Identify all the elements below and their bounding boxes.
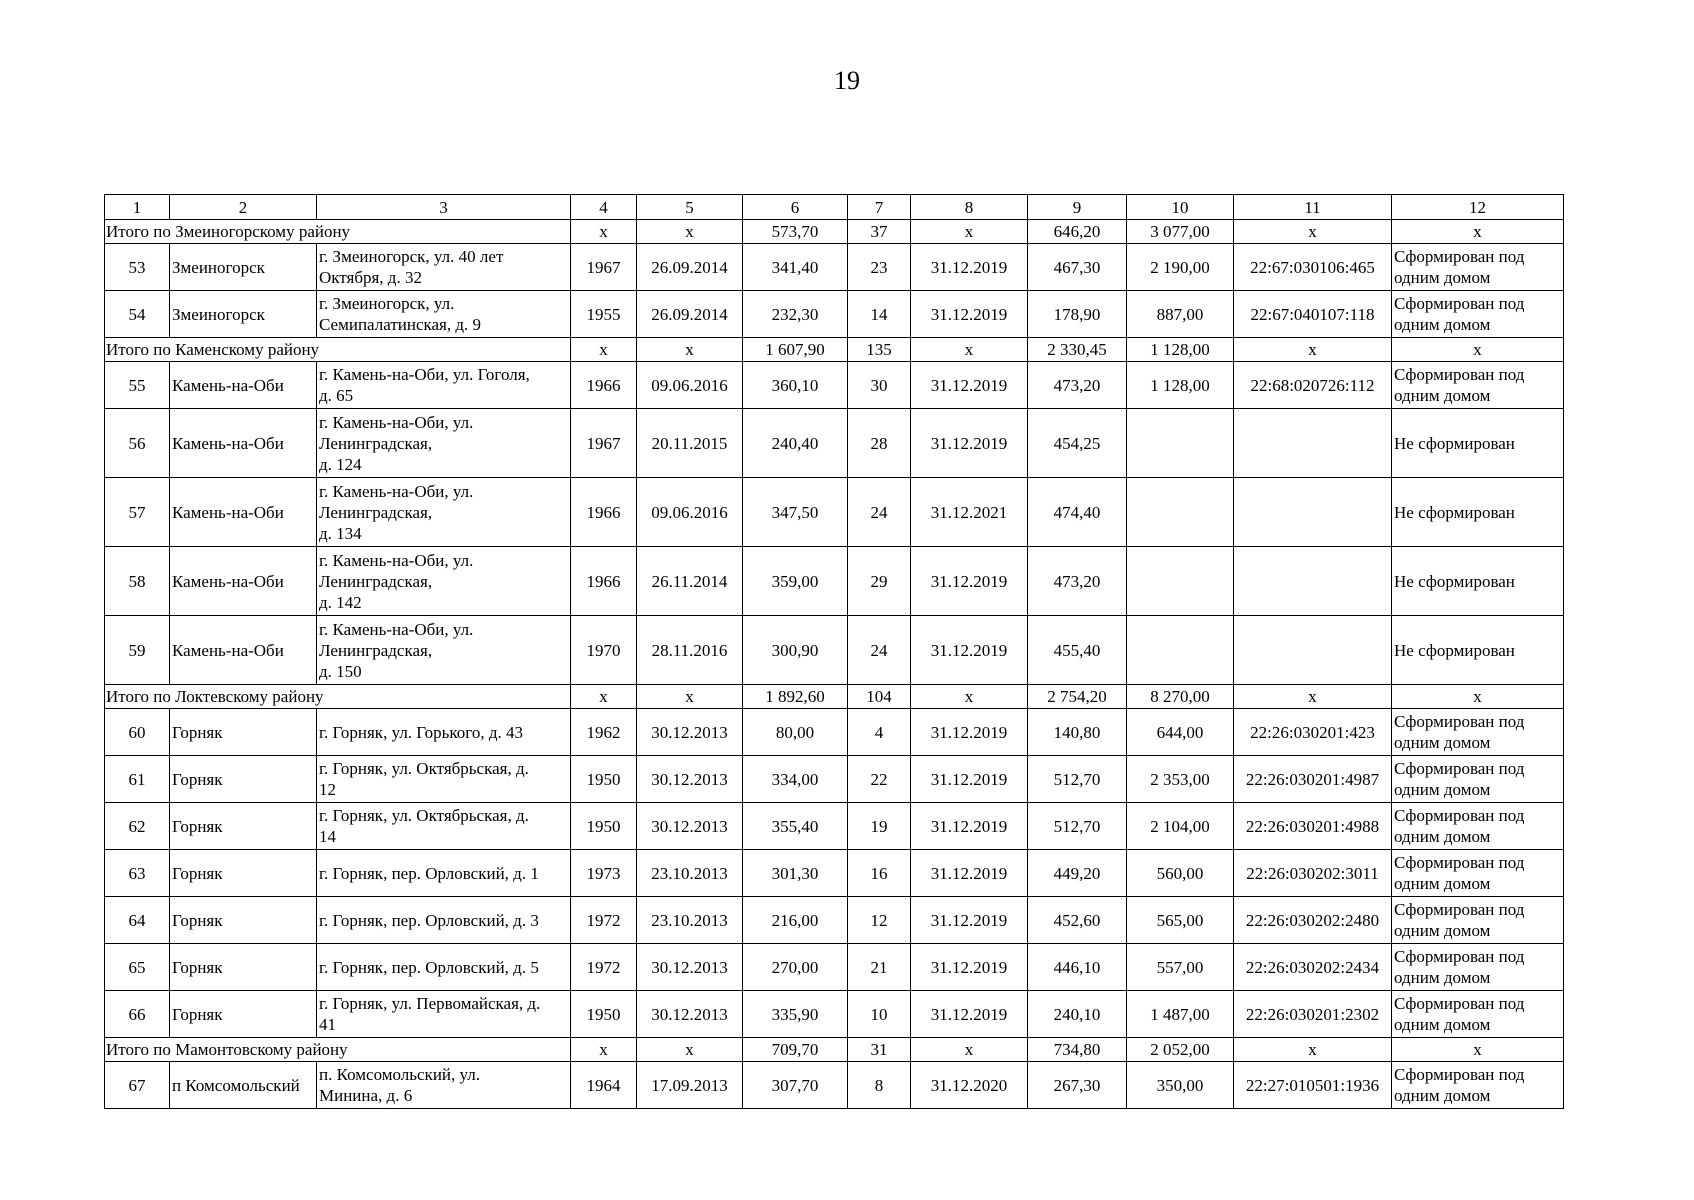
resettlement-deadline: 31.12.2019 [911,616,1028,685]
total-people: 104 [848,685,911,709]
recognition-date: 09.06.2016 [637,478,743,547]
address: г. Горняк, пер. Орловский, д. 1 [317,850,571,897]
plot-status: Сформирован под одним домом [1392,850,1564,897]
table-row [105,478,1564,547]
residents-count: 19 [848,803,911,850]
address: г. Камень-на-Оби, ул. Гоголя, д. 65 [317,362,571,409]
address: п. Комсомольский, ул. Минина, д. 6 [317,1062,571,1109]
land-area: 512,70 [1028,756,1127,803]
recognition-date: 26.11.2014 [637,547,743,616]
table-row [105,362,1564,409]
build-year: 1950 [571,803,637,850]
settlement: Змеиногорск [170,244,317,291]
residents-count: 21 [848,944,911,991]
table-row [105,897,1564,944]
col-header: 1 [105,195,170,220]
plot-area [1127,616,1234,685]
living-area: 307,70 [743,1062,848,1109]
living-area: 360,10 [743,362,848,409]
recognition-date: 30.12.2013 [637,756,743,803]
table-row [105,991,1564,1038]
plot-area: 560,00 [1127,850,1234,897]
plot-status: Сформирован под одним домом [1392,803,1564,850]
row-number: 58 [105,547,170,616]
total-deadline: х [911,220,1028,244]
land-area: 449,20 [1028,850,1127,897]
plot-status: Сформирован под одним домом [1392,362,1564,409]
settlement: Горняк [170,850,317,897]
table-row [105,1062,1564,1109]
total-col10: 1 128,00 [1127,338,1234,362]
settlement: Камень-на-Оби [170,547,317,616]
plot-status: Сформирован под одним домом [1392,991,1564,1038]
living-area: 300,90 [743,616,848,685]
district-total-row [105,685,1564,709]
row-number: 65 [105,944,170,991]
land-area: 240,10 [1028,991,1127,1038]
settlement: Горняк [170,803,317,850]
build-year: 1972 [571,944,637,991]
build-year: 1962 [571,709,637,756]
living-area: 80,00 [743,709,848,756]
build-year: 1973 [571,850,637,897]
total-note: х [1392,338,1564,362]
plot-area [1127,409,1234,478]
col-header: 7 [848,195,911,220]
total-col9: 2 754,20 [1028,685,1127,709]
resettlement-deadline: 31.12.2019 [911,291,1028,338]
column-number-row [105,195,1564,220]
table-row [105,756,1564,803]
build-year: 1972 [571,897,637,944]
resettlement-deadline: 31.12.2019 [911,897,1028,944]
total-note: х [1392,685,1564,709]
land-area: 267,30 [1028,1062,1127,1109]
residents-count: 22 [848,756,911,803]
table-row [105,244,1564,291]
plot-status: Не сформирован [1392,616,1564,685]
land-area: 473,20 [1028,547,1127,616]
row-number: 57 [105,478,170,547]
total-note: х [1392,1038,1564,1062]
cadastral-number: 22:26:030201:423 [1234,709,1392,756]
land-area: 446,10 [1028,944,1127,991]
residents-count: 23 [848,244,911,291]
table-body [105,195,1564,1109]
col-header: 3 [317,195,571,220]
district-total-row [105,338,1564,362]
resettlement-deadline: 31.12.2021 [911,478,1028,547]
table-row [105,291,1564,338]
residents-count: 29 [848,547,911,616]
cadastral-number: 22:68:020726:112 [1234,362,1392,409]
address: г. Горняк, ул. Горького, д. 43 [317,709,571,756]
total-date: х [637,1038,743,1062]
residents-count: 10 [848,991,911,1038]
total-deadline: х [911,1038,1028,1062]
recognition-date: 20.11.2015 [637,409,743,478]
total-year: х [571,220,637,244]
recognition-date: 23.10.2013 [637,897,743,944]
district-total-row [105,220,1564,244]
total-year: х [571,1038,637,1062]
address: г. Камень-на-Оби, ул. Ленинградская, д. 150 [317,616,571,685]
cadastral-number [1234,478,1392,547]
settlement: Горняк [170,897,317,944]
total-note: х [1392,220,1564,244]
total-date: х [637,685,743,709]
plot-area: 2 104,00 [1127,803,1234,850]
plot-status: Не сформирован [1392,478,1564,547]
settlement: Горняк [170,991,317,1038]
plot-status: Не сформирован [1392,547,1564,616]
plot-status: Сформирован под одним домом [1392,897,1564,944]
col-header: 4 [571,195,637,220]
cadastral-number [1234,547,1392,616]
plot-area [1127,478,1234,547]
col-header: 5 [637,195,743,220]
resettlement-deadline: 31.12.2019 [911,409,1028,478]
total-col10: 2 052,00 [1127,1038,1234,1062]
district-total-label: Итого по Змеиногорскому району [105,220,571,244]
cadastral-number [1234,409,1392,478]
total-cadastral: х [1234,1038,1392,1062]
plot-status: Сформирован под одним домом [1392,944,1564,991]
residents-count: 8 [848,1062,911,1109]
living-area: 359,00 [743,547,848,616]
total-cadastral: х [1234,338,1392,362]
total-year: х [571,685,637,709]
cadastral-number: 22:26:030201:4988 [1234,803,1392,850]
residents-count: 14 [848,291,911,338]
build-year: 1970 [571,616,637,685]
resettlement-deadline: 31.12.2019 [911,547,1028,616]
cadastral-number: 22:67:030106:465 [1234,244,1392,291]
page-number: 19 [834,66,860,95]
land-area: 473,20 [1028,362,1127,409]
plot-area: 565,00 [1127,897,1234,944]
recognition-date: 26.09.2014 [637,291,743,338]
row-number: 62 [105,803,170,850]
total-col9: 646,20 [1028,220,1127,244]
living-area: 301,30 [743,850,848,897]
address: г. Горняк, ул. Октябрьская, д. 12 [317,756,571,803]
total-col10: 3 077,00 [1127,220,1234,244]
col-header: 9 [1028,195,1127,220]
plot-status: Сформирован под одним домом [1392,291,1564,338]
col-header: 12 [1392,195,1564,220]
total-year: х [571,338,637,362]
resettlement-deadline: 31.12.2019 [911,709,1028,756]
land-area: 455,40 [1028,616,1127,685]
build-year: 1964 [571,1062,637,1109]
plot-area: 1 487,00 [1127,991,1234,1038]
address: г. Камень-на-Оби, ул. Ленинградская, д. 124 [317,409,571,478]
district-total-label: Итого по Каменскому району [105,338,571,362]
address: г. Змеиногорск, ул. Семипалатинская, д. 9 [317,291,571,338]
recognition-date: 09.06.2016 [637,362,743,409]
living-area: 270,00 [743,944,848,991]
table-row [105,616,1564,685]
recognition-date: 26.09.2014 [637,244,743,291]
settlement: Горняк [170,756,317,803]
recognition-date: 30.12.2013 [637,944,743,991]
total-area: 1 892,60 [743,685,848,709]
cadastral-number: 22:26:030201:4987 [1234,756,1392,803]
row-number: 55 [105,362,170,409]
residents-count: 28 [848,409,911,478]
settlement: Камень-на-Оби [170,362,317,409]
recognition-date: 30.12.2013 [637,709,743,756]
district-total-row [105,1038,1564,1062]
total-cadastral: х [1234,685,1392,709]
living-area: 355,40 [743,803,848,850]
build-year: 1950 [571,991,637,1038]
resettlement-deadline: 31.12.2019 [911,991,1028,1038]
row-number: 64 [105,897,170,944]
table-row [105,409,1564,478]
total-area: 709,70 [743,1038,848,1062]
settlement: Горняк [170,709,317,756]
total-deadline: х [911,338,1028,362]
housing-registry-table [104,194,1564,1109]
address: г. Змеиногорск, ул. 40 лет Октября, д. 32 [317,244,571,291]
plot-status: Сформирован под одним домом [1392,709,1564,756]
residents-count: 12 [848,897,911,944]
cadastral-number [1234,616,1392,685]
table-row [105,803,1564,850]
plot-area: 644,00 [1127,709,1234,756]
address: г. Горняк, ул. Октябрьская, д. 14 [317,803,571,850]
land-area: 140,80 [1028,709,1127,756]
table-row [105,944,1564,991]
total-cadastral: х [1234,220,1392,244]
living-area: 216,00 [743,897,848,944]
address: г. Камень-на-Оби, ул. Ленинградская, д. 134 [317,478,571,547]
plot-status: Сформирован под одним домом [1392,1062,1564,1109]
residents-count: 16 [848,850,911,897]
address: г. Горняк, пер. Орловский, д. 5 [317,944,571,991]
residents-count: 4 [848,709,911,756]
total-people: 31 [848,1038,911,1062]
land-area: 452,60 [1028,897,1127,944]
build-year: 1966 [571,478,637,547]
recognition-date: 17.09.2013 [637,1062,743,1109]
total-col9: 2 330,45 [1028,338,1127,362]
total-people: 135 [848,338,911,362]
total-people: 37 [848,220,911,244]
row-number: 60 [105,709,170,756]
settlement: Камень-на-Оби [170,409,317,478]
table-row [105,547,1564,616]
col-header: 2 [170,195,317,220]
recognition-date: 23.10.2013 [637,850,743,897]
total-area: 1 607,90 [743,338,848,362]
table-row [105,850,1564,897]
row-number: 53 [105,244,170,291]
cadastral-number: 22:27:010501:1936 [1234,1062,1392,1109]
plot-area [1127,547,1234,616]
col-header: 6 [743,195,848,220]
settlement: Змеиногорск [170,291,317,338]
resettlement-deadline: 31.12.2019 [911,244,1028,291]
total-col10: 8 270,00 [1127,685,1234,709]
build-year: 1967 [571,244,637,291]
col-header: 10 [1127,195,1234,220]
living-area: 335,90 [743,991,848,1038]
settlement: Камень-на-Оби [170,616,317,685]
living-area: 240,40 [743,409,848,478]
living-area: 334,00 [743,756,848,803]
build-year: 1967 [571,409,637,478]
recognition-date: 30.12.2013 [637,991,743,1038]
row-number: 63 [105,850,170,897]
table-row [105,709,1564,756]
plot-area: 350,00 [1127,1062,1234,1109]
resettlement-deadline: 31.12.2019 [911,362,1028,409]
address: г. Камень-на-Оби, ул. Ленинградская, д. 142 [317,547,571,616]
cadastral-number: 22:26:030202:2434 [1234,944,1392,991]
resettlement-deadline: 31.12.2019 [911,756,1028,803]
total-deadline: х [911,685,1028,709]
cadastral-number: 22:67:040107:118 [1234,291,1392,338]
resettlement-deadline: 31.12.2019 [911,803,1028,850]
row-number: 61 [105,756,170,803]
plot-area: 887,00 [1127,291,1234,338]
total-date: х [637,338,743,362]
address: г. Горняк, пер. Орловский, д. 3 [317,897,571,944]
land-area: 467,30 [1028,244,1127,291]
plot-status: Сформирован под одним домом [1392,244,1564,291]
row-number: 56 [105,409,170,478]
residents-count: 30 [848,362,911,409]
row-number: 54 [105,291,170,338]
cadastral-number: 22:26:030202:3011 [1234,850,1392,897]
total-date: х [637,220,743,244]
residents-count: 24 [848,478,911,547]
living-area: 341,40 [743,244,848,291]
district-total-label: Итого по Локтевскому району [105,685,571,709]
recognition-date: 30.12.2013 [637,803,743,850]
plot-area: 1 128,00 [1127,362,1234,409]
land-area: 178,90 [1028,291,1127,338]
total-col9: 734,80 [1028,1038,1127,1062]
resettlement-deadline: 31.12.2019 [911,850,1028,897]
settlement: Камень-на-Оби [170,478,317,547]
address: г. Горняк, ул. Первомайская, д. 41 [317,991,571,1038]
col-header: 11 [1234,195,1392,220]
land-area: 474,40 [1028,478,1127,547]
cadastral-number: 22:26:030202:2480 [1234,897,1392,944]
recognition-date: 28.11.2016 [637,616,743,685]
col-header: 8 [911,195,1028,220]
living-area: 232,30 [743,291,848,338]
row-number: 66 [105,991,170,1038]
plot-status: Не сформирован [1392,409,1564,478]
plot-area: 2 353,00 [1127,756,1234,803]
settlement: п Комсомольский [170,1062,317,1109]
land-area: 512,70 [1028,803,1127,850]
land-area: 454,25 [1028,409,1127,478]
row-number: 67 [105,1062,170,1109]
build-year: 1955 [571,291,637,338]
cadastral-number: 22:26:030201:2302 [1234,991,1392,1038]
living-area: 347,50 [743,478,848,547]
build-year: 1950 [571,756,637,803]
build-year: 1966 [571,547,637,616]
residents-count: 24 [848,616,911,685]
settlement: Горняк [170,944,317,991]
plot-area: 557,00 [1127,944,1234,991]
total-area: 573,70 [743,220,848,244]
district-total-label: Итого по Мамонтовскому району [105,1038,571,1062]
build-year: 1966 [571,362,637,409]
row-number: 59 [105,616,170,685]
resettlement-deadline: 31.12.2020 [911,1062,1028,1109]
plot-status: Сформирован под одним домом [1392,756,1564,803]
resettlement-deadline: 31.12.2019 [911,944,1028,991]
plot-area: 2 190,00 [1127,244,1234,291]
